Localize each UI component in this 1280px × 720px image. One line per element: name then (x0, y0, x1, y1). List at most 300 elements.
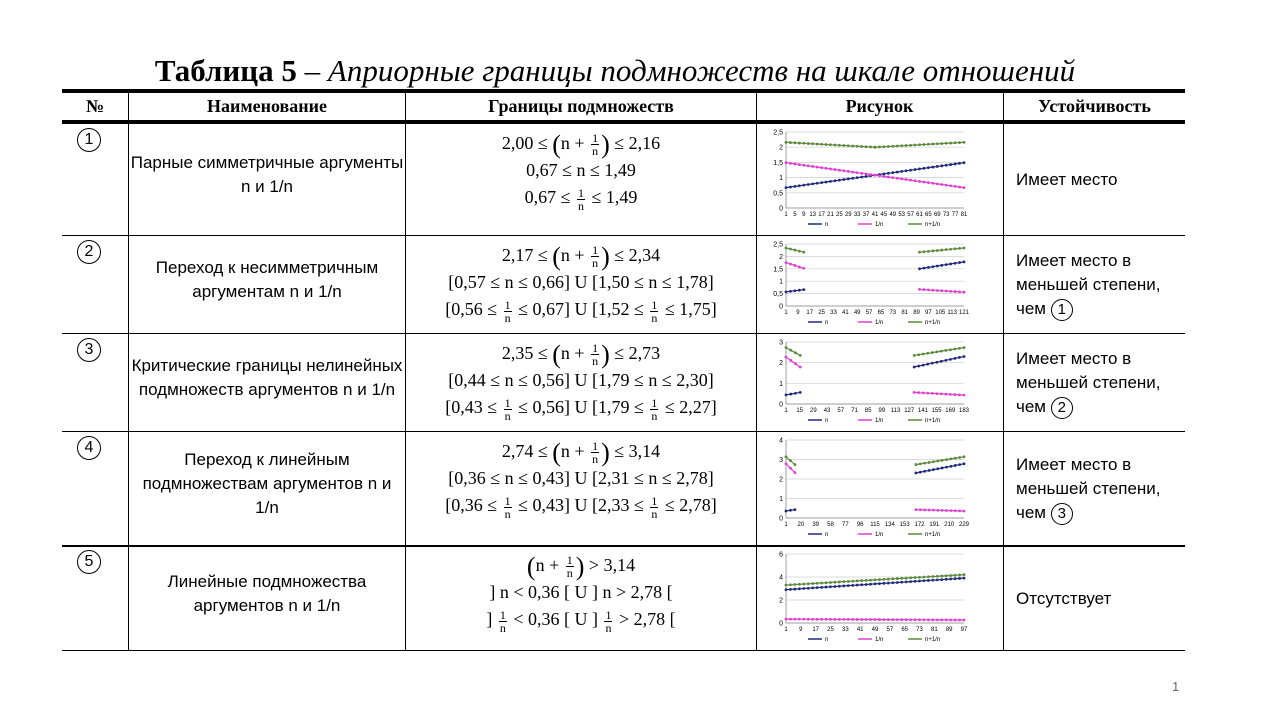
chart-xtick-label: 17 (812, 627, 820, 633)
chart-point (834, 168, 837, 171)
chart-point (883, 173, 886, 176)
chart-point (856, 584, 859, 587)
chart-xtick-label: 81 (960, 212, 968, 218)
chart-point (794, 163, 797, 166)
chart-point (919, 462, 922, 465)
chart-xtick-label: 77 (951, 212, 959, 218)
chart-point (905, 144, 908, 147)
chart-legend-label: n+1/n (925, 532, 941, 538)
chart-point (913, 391, 916, 394)
fraction-one-over-n: $\frac{1}{n}$ (566, 553, 573, 581)
column-divider (756, 93, 757, 651)
chart-point (865, 618, 868, 621)
chart-point (799, 366, 802, 369)
chart-point (958, 347, 961, 350)
stability-text: Имеет место в меньшей степени, чем (1016, 251, 1161, 318)
chart-point (945, 509, 948, 512)
chart-series-line (914, 392, 964, 395)
bounds-line: [0,43 ≤ $\frac{1}{n}$ ≤ 0,56] U [1,79 ≤ $\frac{1}{n}$ ≤ 2,27] (445, 395, 717, 423)
chart-point (963, 161, 966, 164)
chart-point (829, 168, 832, 171)
chart-point (918, 180, 921, 183)
chart-xtick-label: 61 (916, 212, 923, 218)
chart-point (914, 576, 917, 579)
chart-ytick-label: 2 (779, 360, 783, 368)
chart-point (794, 185, 797, 188)
chart-point (825, 586, 828, 589)
bounds-line: 2,35 ≤ (n + $\frac{1}{n}$ ) ≤ 2,73 (501, 339, 661, 369)
chart-point (820, 586, 823, 589)
chart-5 (768, 550, 968, 645)
chart-legend-label: n+1/n (925, 418, 941, 424)
bounds-line: ] $\frac{1}{n}$ < 0,36 [ U ] $\frac{1}{n}$ > 2,78 [ (486, 607, 676, 635)
chart-point (923, 462, 926, 465)
chart-series-line (914, 357, 964, 368)
chart-point (825, 143, 828, 146)
chart-point (932, 468, 935, 471)
chart-legend-label: n (825, 222, 829, 228)
chart-point (941, 467, 944, 470)
chart-point (922, 353, 925, 356)
chart-xtick-label: 96 (856, 522, 864, 528)
chart-ytick-label: 0 (779, 620, 783, 628)
chart-point (913, 354, 916, 357)
chart-point (958, 141, 961, 144)
chart-point (940, 142, 943, 145)
chart-point (798, 265, 801, 268)
chart-point (807, 183, 810, 186)
bounds-line: 2,00 ≤ (n + $\frac{1}{n}$ ) ≤ 2,16 (501, 129, 661, 159)
chart-point (874, 578, 877, 581)
row-name: Критические границы нелинейных подмножеств аргументов n и 1/n (131, 356, 403, 399)
bounds-line: 2,17 ≤ (n + $\frac{1}{n}$ ) ≤ 2,34 (501, 241, 661, 271)
chart-point (936, 509, 939, 512)
chart-point (794, 471, 797, 474)
chart-point (789, 263, 792, 266)
chart-point (923, 167, 926, 170)
chart-point (949, 574, 952, 577)
chart-legend-label: 1/n (875, 532, 884, 538)
chart-point (900, 577, 903, 580)
chart-point (785, 346, 788, 349)
chart-point (949, 457, 952, 460)
chart-point (923, 288, 926, 291)
chart-point (918, 580, 921, 583)
chart-point (807, 164, 810, 167)
chart-xtick-label: 89 (913, 310, 920, 316)
fraction-one-over-n: $\frac{1}{n}$ (651, 493, 658, 521)
chart-point (851, 580, 854, 583)
chart-point (842, 169, 845, 172)
chart-point (820, 166, 823, 169)
chart-point (931, 250, 934, 253)
chart-point (936, 578, 939, 581)
chart-point (949, 358, 952, 361)
chart-point (802, 288, 805, 291)
chart-point (923, 267, 926, 270)
chart-point (860, 618, 863, 621)
chart-legend-label: n+1/n (925, 637, 941, 643)
chart-series-line (916, 510, 964, 511)
chart-point (900, 170, 903, 173)
chart-point (811, 142, 814, 145)
chart-point (944, 359, 947, 362)
chart-point (794, 588, 797, 591)
chart-point (940, 350, 943, 353)
chart-xtick-label: 1 (784, 522, 788, 528)
chart-ytick-label: 2 (779, 476, 783, 484)
chart-point (931, 575, 934, 578)
chart-xtick-label: 41 (841, 310, 849, 316)
chart-point (909, 580, 912, 583)
chart-point (931, 351, 934, 354)
chart-point (794, 249, 797, 252)
chart-xtick-label: 73 (889, 310, 897, 316)
chart-point (918, 618, 921, 621)
chart-point (963, 619, 966, 622)
chart-point (928, 461, 931, 464)
fraction-one-over-n: $\frac{1}{n}$ (592, 243, 599, 271)
row-bounds (406, 552, 756, 634)
chart-point (923, 143, 926, 146)
chart-point (811, 618, 814, 621)
fraction-one-over-n: $\frac{1}{n}$ (504, 493, 511, 521)
chart-point (896, 618, 899, 621)
chart-point (794, 392, 797, 395)
row-name: Переход к линейным подмножествам аргументов n и 1/n (142, 450, 392, 517)
header-bounds: Границы подмножеств (488, 96, 674, 116)
chart-point (798, 583, 801, 586)
chart-point (820, 143, 823, 146)
chart-point (838, 585, 841, 588)
chart-point (949, 290, 952, 293)
chart-xtick-label: 65 (901, 627, 909, 633)
chart-point (883, 175, 886, 178)
chart-point (891, 171, 894, 174)
chart-point (963, 355, 966, 358)
chart-point (842, 585, 845, 588)
chart-point (954, 619, 957, 622)
chart-xtick-label: 20 (797, 522, 805, 528)
chart-point (949, 619, 952, 622)
chart-point (820, 181, 823, 184)
chart-point (931, 265, 934, 268)
chart-point (856, 145, 859, 148)
chart-point (802, 583, 805, 586)
row-number-badge: 1 (77, 128, 101, 152)
chart-point (900, 581, 903, 584)
chart-point (856, 176, 859, 179)
chart-point (887, 176, 890, 179)
chart-point (931, 289, 934, 292)
chart-xtick-label: 33 (830, 310, 837, 316)
chart-point (798, 163, 801, 166)
chart-point (816, 182, 819, 185)
title-italic: – Априорные границы подмножеств на шкале отношений (296, 53, 1076, 88)
chart-point (838, 618, 841, 621)
chart-point (798, 142, 801, 145)
chart-point (865, 175, 868, 178)
chart-point (963, 291, 966, 294)
chart-point (954, 457, 957, 460)
chart-point (954, 509, 957, 512)
chart-point (896, 177, 899, 180)
chart-point (963, 394, 966, 397)
chart-xtick-label: 49 (853, 310, 861, 316)
chart-xtick-label: 99 (878, 408, 886, 414)
chart-point (785, 462, 788, 465)
chart-xtick-label: 39 (812, 522, 820, 528)
chart-point (945, 578, 948, 581)
chart-point (874, 583, 877, 586)
chart-point (860, 145, 863, 148)
chart-point (931, 392, 934, 395)
chart-point (794, 618, 797, 621)
chart-point (820, 618, 823, 621)
chart-xtick-label: 9 (802, 212, 806, 218)
chart-point (851, 177, 854, 180)
chart-point (799, 354, 802, 357)
chart-xtick-label: 37 (862, 212, 870, 218)
row-number-badge: 3 (77, 338, 101, 362)
chart-point (918, 251, 921, 254)
bounds-line: (n + $\frac{1}{n}$ ) > 3,14 (526, 551, 636, 581)
chart-point (785, 356, 788, 359)
chart-point (958, 247, 961, 250)
fraction-one-over-n: $\frac{1}{n}$ (504, 297, 511, 325)
chart-xtick-label: 73 (942, 212, 950, 218)
chart-point (900, 618, 903, 621)
chart-legend-label: n+1/n (925, 222, 941, 228)
chart-ytick-label: 4 (779, 574, 783, 582)
chart-point (945, 248, 948, 251)
chart-point (816, 166, 819, 169)
chart-3 (768, 338, 968, 426)
chart-point (789, 290, 792, 293)
chart-ytick-label: 1 (779, 278, 783, 286)
chart-point (896, 145, 899, 148)
bounds-line: 2,74 ≤ (n + $\frac{1}{n}$ ) ≤ 3,14 (501, 437, 661, 467)
chart-point (927, 618, 930, 621)
chart-legend-label: n (825, 418, 829, 424)
chart-point (883, 578, 886, 581)
chart-point (896, 577, 899, 580)
chart-point (869, 173, 872, 176)
chart-2 (768, 240, 968, 328)
chart-point (851, 171, 854, 174)
chart-point (922, 364, 925, 367)
chart-point (785, 161, 788, 164)
stability-ref-badge: 1 (1051, 299, 1073, 321)
chart-point (936, 289, 939, 292)
chart-xtick-label: 13 (809, 212, 817, 218)
chart-point (887, 145, 890, 148)
fraction-one-over-n: $\frac{1}{n}$ (651, 297, 658, 325)
chart-point (936, 467, 939, 470)
chart-point (909, 179, 912, 182)
chart-point (958, 619, 961, 622)
chart-point (949, 509, 952, 512)
chart-point (860, 579, 863, 582)
row-name: Переход к несимметричным аргументам n и 1/n (155, 258, 379, 301)
chart-point (905, 169, 908, 172)
chart-ytick-label: 3 (779, 457, 783, 464)
column-divider (1003, 93, 1004, 651)
chart-point (802, 184, 805, 187)
chart-legend-label: 1/n (875, 418, 884, 424)
chart-point (923, 470, 926, 473)
chart-xtick-label: 29 (844, 212, 852, 218)
chart-xtick-label: 49 (889, 212, 897, 218)
chart-point (923, 579, 926, 582)
chart-point (794, 351, 797, 354)
chart-point (865, 583, 868, 586)
chart-point (931, 143, 934, 146)
page-number: 1 (1172, 679, 1180, 694)
chart-ytick-label: 4 (779, 437, 783, 445)
chart-point (927, 166, 930, 169)
chart-point (928, 469, 931, 472)
chart-point (820, 582, 823, 585)
stability-text: Имеет место в меньшей степени, чем (1016, 349, 1161, 416)
chart-point (963, 186, 966, 189)
chart-point (829, 618, 832, 621)
chart-point (949, 184, 952, 187)
chart-point (785, 510, 788, 513)
chart-point (914, 580, 917, 583)
chart-point (936, 618, 939, 621)
chart-point (811, 582, 814, 585)
chart-point (954, 290, 957, 293)
chart-xtick-label: 43 (823, 408, 831, 414)
chart-point (874, 146, 877, 149)
chart-xtick-label: 113 (890, 408, 901, 414)
chart-xtick-label: 1 (784, 310, 788, 316)
chart-point (811, 587, 814, 590)
chart-xtick-label: 57 (886, 627, 894, 633)
chart-ytick-label: 1,5 (773, 266, 783, 274)
chart-point (935, 361, 938, 364)
chart-point (945, 458, 948, 461)
chart-point (891, 577, 894, 580)
chart-point (936, 182, 939, 185)
chart-point (794, 508, 797, 511)
chart-point (896, 581, 899, 584)
chart-xtick-label: 77 (841, 522, 849, 528)
chart-point (963, 577, 966, 580)
chart-point (883, 618, 886, 621)
chart-point (936, 265, 939, 268)
chart-xtick-label: 57 (837, 408, 845, 414)
chart-point (914, 179, 917, 182)
chart-point (789, 393, 792, 396)
chart-point (944, 393, 947, 396)
chart-point (878, 618, 881, 621)
chart-xtick-label: 57 (865, 310, 873, 316)
chart-point (918, 267, 921, 270)
chart-point (865, 173, 868, 176)
chart-xtick-label: 141 (917, 408, 928, 414)
chart-point (940, 264, 943, 267)
chart-point (958, 393, 961, 396)
chart-point (829, 581, 832, 584)
chart-point (918, 168, 921, 171)
chart-point (883, 145, 886, 148)
chart-legend-label: n (825, 637, 829, 643)
chart-point (829, 585, 832, 588)
chart-point (945, 263, 948, 266)
chart-point (954, 574, 957, 577)
chart-xtick-label: 29 (810, 408, 817, 414)
row-stability (1016, 124, 1181, 236)
chart-point (794, 141, 797, 144)
chart-point (949, 142, 952, 145)
chart-point (847, 584, 850, 587)
chart-point (919, 471, 922, 474)
chart-point (949, 393, 952, 396)
chart-point (838, 581, 841, 584)
chart-point (798, 250, 801, 253)
chart-point (807, 587, 810, 590)
chart-xtick-label: 210 (944, 522, 955, 528)
chart-point (963, 247, 966, 250)
chart-point (958, 290, 961, 293)
chart-point (940, 578, 943, 581)
chart-1 (768, 128, 968, 230)
title-bold: Таблица 5 (154, 53, 297, 88)
chart-point (954, 357, 957, 360)
row-number-badge: 4 (77, 436, 101, 460)
chart-xtick-label: 113 (947, 310, 957, 316)
chart-point (825, 618, 828, 621)
chart-point (887, 582, 890, 585)
chart-point (954, 262, 957, 265)
chart-point (847, 580, 850, 583)
bounds-line: [0,56 ≤ $\frac{1}{n}$ ≤ 0,67] U [1,52 ≤ $\frac{1}{n}$ ≤ 1,75] (445, 297, 717, 325)
chart-series-line (786, 348, 800, 356)
chart-point (789, 588, 792, 591)
chart-point (802, 251, 805, 254)
chart-point (856, 171, 859, 174)
chart-point (931, 362, 934, 365)
chart-point (940, 183, 943, 186)
chart-point (944, 349, 947, 352)
chart-point (825, 581, 828, 584)
chart-point (847, 178, 850, 181)
chart-point (869, 579, 872, 582)
chart-point (794, 264, 797, 267)
chart-4 (768, 436, 968, 540)
chart-ytick-label: 3 (779, 339, 783, 347)
chart-point (802, 142, 805, 145)
chart-ytick-label: 2 (779, 253, 783, 261)
chart-point (869, 146, 872, 149)
chart-legend-label: n+1/n (925, 320, 941, 326)
chart-point (887, 578, 890, 581)
chart-xtick-label: 33 (853, 212, 861, 218)
chart-point (785, 141, 788, 144)
chart-xtick-label: 17 (806, 310, 814, 316)
chart-point (816, 143, 819, 146)
chart-point (900, 178, 903, 181)
chart-point (940, 249, 943, 252)
chart-point (945, 164, 948, 167)
bounds-line: [0,36 ≤ n ≤ 0,43] U [2,31 ≤ n ≤ 2,78] (448, 468, 714, 489)
row-number-badge: 2 (77, 240, 101, 264)
chart-xtick-label: 81 (930, 627, 938, 633)
chart-xtick-label: 53 (898, 212, 906, 218)
chart-ytick-label: 1 (779, 380, 783, 388)
